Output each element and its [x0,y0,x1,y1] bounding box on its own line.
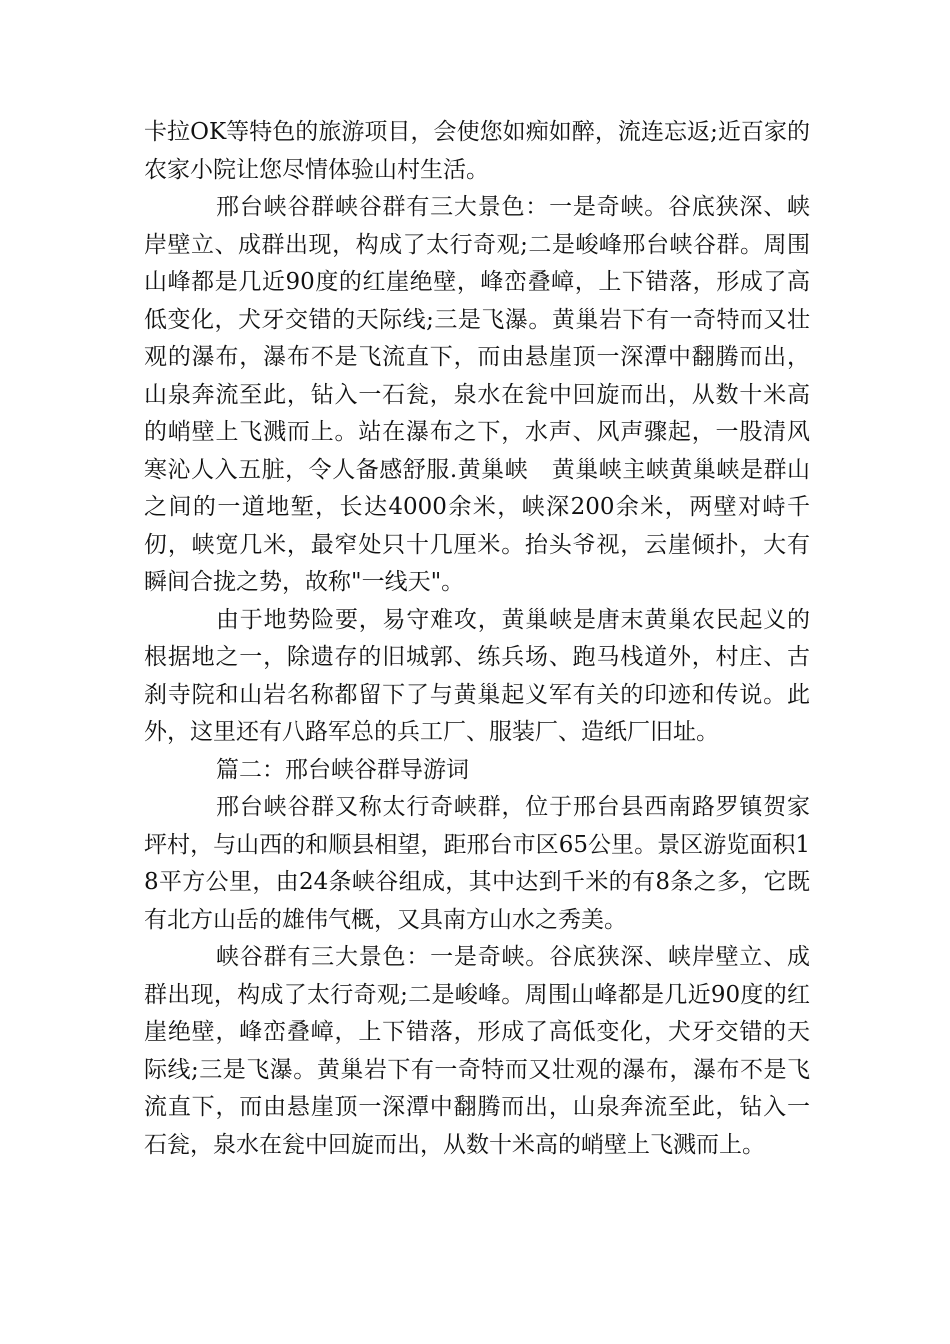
document-page [144,114,810,1164]
paragraph-continuation: 卡拉OK等特色的旅游项目，会使您如痴如醉，流连忘返;近百家的农家小院让您尽情体验山村生活。 [144,119,810,183]
paragraph-three-sceneries: 峡谷群有三大景色：一是奇峡。谷底狭深、峡岸壁立、成群出现，构成了太行奇观;二是峻峰。周围山峰都是几近90度的红崖绝壁，峰峦叠嶂，上下错落，形成了高低变化，犬牙交错的天际线;三是飞瀑。黄巢岩下有一奇特而又壮观的瀑布，瀑布不是飞流直下，而由悬崖顶一深潭中翻腾而出，山泉奔流至此，钻入一石瓮，泉水在瓮中回旋而出，从数十米高的峭壁上飞溅而上。 [144,944,810,1158]
paragraph-canyon-scenery: 邢台峡谷群峡谷群有三大景色：一是奇峡。谷底狭深、峡岸壁立、成群出现，构成了太行奇观;二是峻峰邢台峡谷群。周围山峰都是几近90度的红崖绝壁，峰峦叠嶂，上下错落，形成了高低变化，犬牙交错的天际线;三是飞瀑。黄巢岩下有一奇特而又壮观的瀑布，瀑布不是飞流直下，而由悬崖顶一深潭中翻腾而出，山泉奔流至此，钻入一石瓮，泉水在瓮中回旋而出，从数十米高的峭壁上飞溅而上。站在瀑布之下，水声、风声骤起，一股清风寒沁人入五脏，令人备感舒服.黄巢峡 黄巢峡主峡黄巢峡是群山之间的一道地堑，长达4000余米，峡深200余米，两壁对峙千仞，峡宽几米，最窄处只十几厘米。抬头爷视，云崖倾扑，大有瞬间合拢之势，故称"一线天"。 [144,194,810,595]
section-heading-part-two: 篇二：邢台峡谷群导游词 [216,756,469,783]
paragraph-huangchao-history: 由于地势险要，易守难攻，黄巢峡是唐末黄巢农民起义的根据地之一，除遗存的旧城郭、练兵场、跑马栈道外，村庄、古刹寺院和山岩名称都留下了与黄巢起义军有关的印迹和传说。此外，这里还有八路军总的兵工厂、服装厂、造纸厂旧址。 [144,606,810,745]
paragraph-canyon-location: 邢台峡谷群又称太行奇峡群，位于邢台县西南路罗镇贺家坪村，与山西的和顺县相望，距邢台市区65公里。景区游览面积18平方公里，由24条峡谷组成，其中达到千米的有8条之多，它既有北方山岳的雄伟气概，又具南方山水之秀美。 [144,794,810,933]
